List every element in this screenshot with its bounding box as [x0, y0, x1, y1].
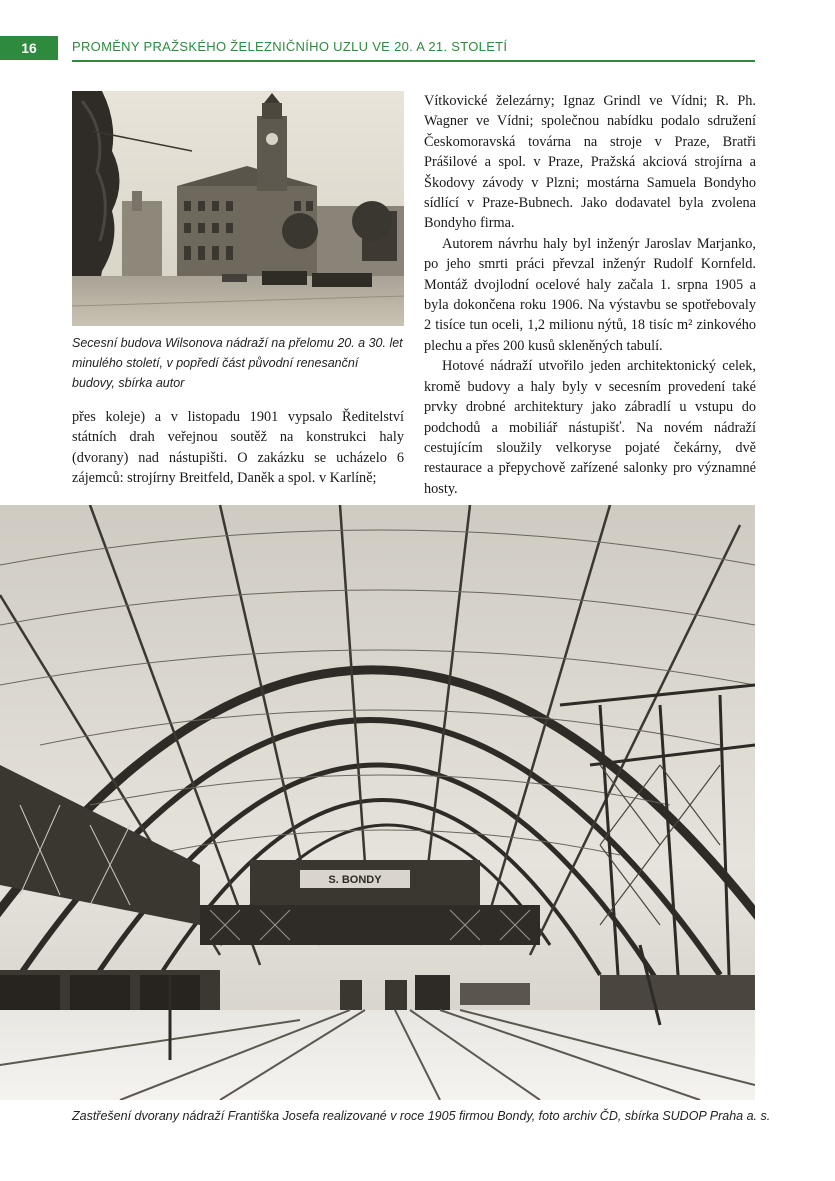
bondy-sign-text: S. BONDY [328, 874, 382, 886]
right-paragraph-2: Autorem návrhu haly byl inženýr Jaroslav Marjanko, po jeho smrti práci převzal inženýr Rudolf Kornfeld. Montáž dvojlodní ocelové haly začala 1. srpna 1905 a byla dokončena roku 1906. Na výstavbu se spotřebovaly 2 tisíce tun oceli, 1,2 milionu nýtů, 18 tisíc m² zinkového plechu a přes 200 kusů skleněných tabulí. [424, 235, 756, 354]
header-rule [72, 60, 755, 62]
running-header-title: PROMĚNY PRAŽSKÉHO ŽELEZNIČNÍHO UZLU VE 20. A 21. STOLETÍ [72, 39, 508, 54]
right-paragraph-3: Hotové nádraží utvořilo jeden architektonický celek, kromě budovy a haly byly v secesním provedení také prvky drobné architektury jako zábradlí u vstupu do podchodů a mobiliář nástupišť. Na novém nádraží cestujícím sloužily velkoryse pojaté čekárny, dvě restaurace a přepychově zařízené salonky pro významné hosty. [424, 358, 756, 497]
train-hall-roof-photo [0, 505, 755, 1100]
left-paragraph-1: přes koleje) a v listopadu 1901 vypsalo Ředitelství státních drah veřejnou soutěž na konstrukci haly (dvorany) nad nástupišti. O zakázku se ucházelo 6 zájemců: strojírny Breitfeld, Daněk a spol. v Karlíně; [72, 409, 404, 487]
figure1-caption: Secesní budova Wilsonova nádraží na přelomu 20. a 30. let minulého století, v popředí část původní renesanční budovy, sbírka autor [72, 336, 403, 390]
right-paragraph-1: Vítkovické železárny; Ignaz Grindl ve Vídni; R. Ph. Wagner ve Vídni; společnou nabídku podalo sdružení Českomoravská továrna na stroje v Praze, Bratři Prášilové a spol. v Praze, Pražská akciová strojírna a Škodovy závody v Plzni; mostárna Samuela Bondyho sídlící v Praze-Bubnech. Jako dodavatel byla zvolena Bondyho firma. [424, 93, 756, 232]
figure2-caption: Zastřešení dvorany nádraží Františka Josefa realizované v roce 1905 firmou Bondy, foto archiv ČD, sbírka SUDOP Praha a. s. [72, 1109, 771, 1123]
right-text-column [424, 91, 756, 499]
left-text-column [72, 407, 404, 489]
station-building-photo [72, 91, 404, 326]
page-number: 16 [0, 36, 58, 60]
